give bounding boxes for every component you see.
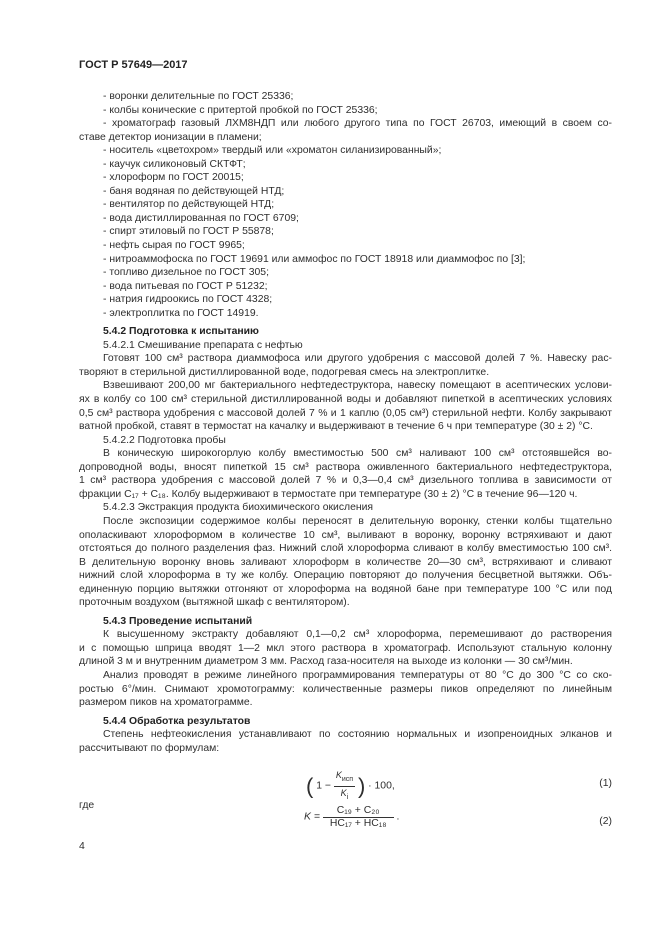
formula-1-suffix: · 100,	[368, 780, 395, 792]
section-heading: 5.4.3 Проведение испытаний	[103, 615, 253, 627]
paragraph	[79, 515, 612, 610]
formula-1-numerator: $K_{исп}$	[335, 770, 354, 784]
text-line: - электроплитка по ГОСТ 14919.	[103, 307, 259, 319]
list-item	[79, 90, 612, 104]
list-item	[79, 280, 612, 294]
text-line: - колбы конические с притертой пробкой по ГОСТ 25336;	[103, 104, 378, 116]
formula-1: ( 1 − $\frac{K_{исп}}{K_i}$ ) · 100, (1)	[79, 769, 612, 799]
text-line: В коническую широкогорлую колбу вместимостью 500 см³ наливают 100 см³ отстоявшейся во-	[103, 448, 612, 460]
text-line: В делительную воронку вновь заливают хлороформ в количестве 20—30 см³, встряхивают и сливают	[79, 556, 612, 568]
formula-2-numerator: C₁₉ + C₂₀	[323, 805, 394, 818]
text-line: единенную порцию вытяжки отгоняют от хлороформа на водяной бане при температуре 100 °С или под	[79, 583, 612, 595]
text-line: допроводной воды, вносят пипеткой 15 см³ раствора оживленного бактериального нефтедеструктора,	[79, 461, 612, 473]
text-line: размером пиков на хроматограмме.	[79, 697, 253, 709]
list-item	[79, 225, 612, 239]
paragraph	[79, 339, 612, 353]
text-line: ях в колбу со 100 см³ стерильной дистиллированной воды и добавляют пипеткой в асептических условиях	[79, 394, 612, 406]
where-label: где	[79, 800, 95, 812]
formula-2-fraction	[323, 805, 394, 830]
text-line: фракции C₁₇ + C₁₈. Колбу выдерживают в термостате при температуре (30 ± 2) °С в течение 96—120 ч.	[79, 488, 578, 500]
list-item	[79, 266, 612, 280]
formula-1-denominator: $K_i$	[340, 788, 349, 801]
text-line: 5.4.2.3 Экстракция продукта биохимического окисления	[103, 502, 374, 514]
list-item	[79, 239, 612, 253]
formula-1-number: (1)	[599, 778, 612, 790]
text-blocks	[79, 90, 612, 755]
text-line: - каучук силиконовый СКТФТ;	[103, 158, 246, 170]
text-line: - хлороформ по ГОСТ 20015;	[103, 172, 244, 184]
text-line: - вода питьевая по ГОСТ Р 51232;	[103, 280, 268, 292]
text-line: ополаскивают хлороформом в количестве 10 см³, выливают в воронку, воронку встряхивают и дают	[79, 529, 612, 541]
text-line: проточным воздухом (вытяжной шкаф с вентилятором).	[79, 597, 350, 609]
text-line: - нефть сырая по ГОСТ 9965;	[103, 240, 245, 252]
text-line: 0,5 см³ раствора удобрения с массовой долей 7 % и 1 каплю (0,05 см³) стерильной нефти. Колбу закрывают	[79, 407, 612, 419]
list-item	[79, 144, 612, 158]
section-heading: 5.4.2 Подготовка к испытанию	[103, 326, 259, 338]
text-line: К высушенному экстракту добавляют 0,1—0,2 см³ хлороформа, перемешивают до растворения	[103, 629, 612, 641]
text-line: - нитроаммофоска по ГОСТ 19691 или аммофос по ГОСТ 18918 или диаммофос по [3];	[103, 253, 526, 265]
formula-1-prefix: 1 −	[316, 780, 331, 792]
paragraph	[79, 352, 612, 379]
list-item	[79, 253, 612, 267]
text-line: - топливо дизельное по ГОСТ 305;	[103, 267, 269, 279]
text-line: - натрия гидроокись по ГОСТ 4328;	[103, 294, 273, 306]
list-item	[79, 293, 612, 307]
paragraph	[79, 501, 612, 515]
document-header: ГОСТ Р 57649—2017	[79, 59, 188, 71]
list-item	[79, 212, 612, 226]
text-line: Готовят 100 см³ раствора диаммофоса или другого удобрения с массовой долей 7 %. Навеску рас-	[103, 353, 612, 365]
text-line: ватной пробкой, ставят в термостат на качалку и выдерживают в течение 6 ч при температуре (30 ± 2) °С.	[79, 421, 593, 433]
list-item	[79, 171, 612, 185]
paragraph	[79, 628, 612, 669]
text-line: - хроматограф газовый ЛХМ8НДП или любого другого типа по ГОСТ 26703, имеющий в своем со-	[103, 118, 612, 130]
text-line: После экспозиции содержимое колбы переносят в делительную воронку, стенки колбы тщательно	[103, 515, 612, 527]
list-item	[79, 104, 612, 118]
text-line: Взвешивают 200,00 мг бактериального нефтедеструктора, навеску помещают в асептических услови-	[103, 380, 612, 392]
page-number: 4	[79, 841, 85, 852]
text-line: длиной 3 м и внутренним диаметром 3 мм. Расход газа-носителя на выходе из колонки — 30 см³/мин.	[79, 656, 573, 668]
formula-2-lhs: K =	[304, 811, 320, 823]
formula-2-denominator: HC₁₇ + HC₁₈	[329, 818, 387, 830]
list-item	[79, 185, 612, 199]
formula-2-number: (2)	[599, 816, 612, 828]
text-line: ростью 6°/мин. Снимают хромотограмму: количественные размеры пиков определяют по линейным	[79, 683, 612, 695]
paragraph	[79, 728, 612, 755]
list-item	[79, 158, 612, 172]
paragraph	[79, 669, 612, 710]
text-line: отстояться до полного разделения фаз. Нижний слой хлороформа сливают в колбу вместимостью 100 см³.	[79, 543, 612, 555]
text-line: и с помощью шприца вводят 1—2 мкл этого раствора в хроматограф. Используют стальную колонну	[79, 642, 612, 654]
text-line: 5.4.2.1 Смешивание препарата с нефтью	[103, 339, 303, 351]
paragraph	[79, 379, 612, 433]
text-line: Анализ проводят в режиме линейного программирования температуры от 80 °С до 300 °С со ско-	[103, 669, 612, 681]
text-line: нижний слой хлороформа в ту же колбу. Операцию повторяют до получения бесцветной вытяжки. Объ-	[79, 570, 612, 582]
paragraph	[79, 447, 612, 501]
text-line: - вентилятор по действующей НТД;	[103, 199, 275, 211]
text-line: Степень нефтеокисления устанавливают по состоянию нормальных и изопреноидных элканов и	[103, 729, 612, 741]
text-line: творяют в стерильной дистиллированной воде, подогревая смесь на электроплитке.	[79, 366, 490, 378]
text-line: рассчитывают по формулам:	[79, 742, 220, 754]
text-line: 5.4.2.2 Подготовка пробы	[103, 434, 226, 446]
paragraph	[79, 434, 612, 448]
list-item	[79, 198, 612, 212]
text-line: - воронки делительные по ГОСТ 25336;	[103, 91, 294, 102]
text-line: ставе детектор ионизации в пламени;	[79, 131, 262, 143]
text-line: - спирт этиловый по ГОСТ Р 55878;	[103, 226, 274, 238]
text-line: 1 см³ раствора удобрения с массовой долей 7 % и 0,3—0,4 см³ дизельного топлива в зависимости от	[79, 475, 612, 487]
list-item	[79, 117, 612, 144]
formula-2-suffix: .	[396, 811, 400, 823]
section-heading: 5.4.4 Обработка результатов	[103, 715, 251, 727]
text-line: - баня водяная по действующей НТД;	[103, 185, 285, 197]
text-line: - носитель «цветохром» твердый или «хроматон силанизированный»;	[103, 145, 442, 157]
formula-2	[79, 799, 612, 835]
text-line: - вода дистиллированная по ГОСТ 6709;	[103, 212, 299, 224]
list-item	[79, 307, 612, 321]
document-body	[79, 90, 612, 835]
